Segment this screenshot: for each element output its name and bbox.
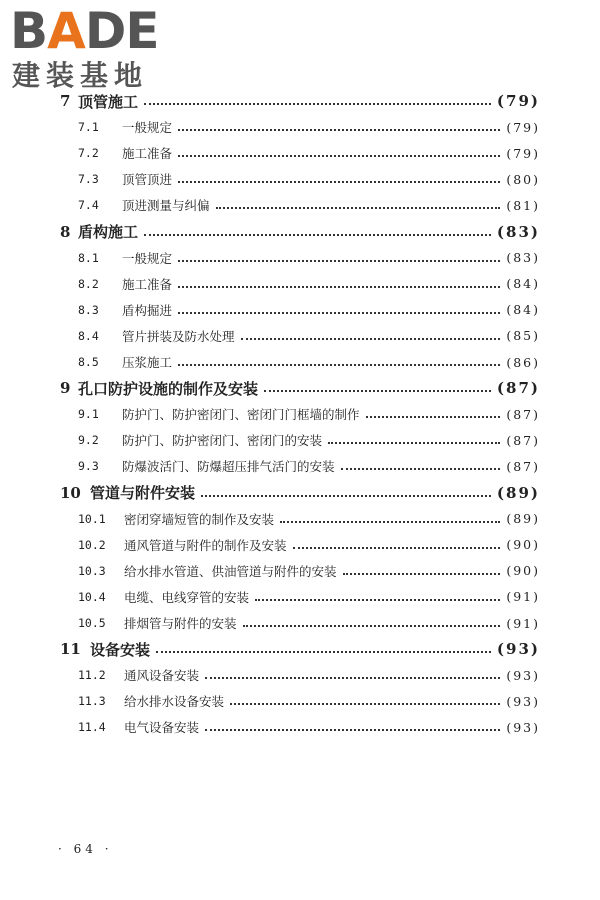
toc-entry-page: (91) bbox=[506, 589, 540, 605]
toc-section-entry bbox=[78, 194, 540, 216]
logo-letters-de: DE bbox=[84, 2, 159, 60]
toc-entry-number: 9.2 bbox=[78, 433, 99, 448]
toc-section-entry bbox=[78, 429, 540, 451]
toc-leader-dots bbox=[230, 703, 500, 705]
toc-chapter-entry bbox=[60, 638, 540, 660]
toc-entry-page: (90) bbox=[506, 563, 540, 579]
bade-logo bbox=[8, 2, 178, 94]
toc-leader-dots bbox=[178, 364, 500, 366]
toc-entry-title: 电缆、电线穿管的安装 bbox=[124, 589, 250, 605]
toc-section-entry bbox=[78, 351, 540, 373]
toc-section-entry bbox=[78, 299, 540, 321]
toc-entry-title: 给水排水管道、供油管道与附件的安装 bbox=[124, 563, 337, 579]
toc-entry-title: 防护门、防护密闭门、密闭门的安装 bbox=[122, 433, 323, 449]
toc-entry-page: (83) bbox=[496, 222, 540, 241]
toc-entry-number: 8.2 bbox=[78, 276, 99, 291]
toc-entry-page: (81) bbox=[506, 197, 540, 213]
toc-section-entry bbox=[78, 508, 540, 530]
toc-entry-page: (83) bbox=[506, 250, 540, 266]
toc-section-entry bbox=[78, 247, 540, 269]
logo-letter-a: A bbox=[47, 2, 85, 60]
toc-entry-page: (80) bbox=[506, 171, 540, 187]
toc-section-entry bbox=[78, 664, 540, 686]
toc-entry-page: (87) bbox=[506, 432, 540, 448]
toc-leader-dots bbox=[343, 573, 501, 575]
toc-leader-dots bbox=[205, 729, 500, 731]
toc-entry-page: (84) bbox=[506, 276, 540, 292]
toc-leader-dots bbox=[201, 495, 491, 497]
toc-entry-number: 11.2 bbox=[78, 668, 106, 683]
toc-leader-dots bbox=[205, 677, 500, 679]
toc-leader-dots bbox=[280, 521, 500, 523]
toc-entry-number: 10.5 bbox=[78, 616, 106, 630]
toc-entry-number: 7.2 bbox=[78, 146, 99, 161]
toc-section-entry bbox=[78, 534, 540, 556]
toc-entry-title: 盾构施工 bbox=[78, 223, 139, 241]
toc-entry-number: 11 bbox=[60, 640, 81, 659]
toc-leader-dots bbox=[328, 442, 500, 444]
toc-leader-dots bbox=[243, 625, 501, 627]
toc-leader-dots bbox=[144, 234, 491, 236]
toc-entry-title: 管片拼装及防水处理 bbox=[122, 328, 235, 344]
toc-entry-page: (93) bbox=[506, 719, 540, 735]
toc-entry-title: 排烟管与附件的安装 bbox=[124, 616, 237, 631]
toc-entry-title: 顶管施工 bbox=[78, 92, 139, 111]
toc-entry-number: 11.3 bbox=[78, 694, 106, 709]
toc-leader-dots bbox=[341, 468, 501, 470]
toc-leader-dots bbox=[178, 129, 500, 131]
toc-leader-dots bbox=[178, 286, 500, 288]
toc-entry-title: 密闭穿墙短管的制作及安装 bbox=[124, 511, 275, 527]
toc-leader-dots bbox=[241, 338, 501, 340]
toc-entry-page: (87) bbox=[506, 458, 540, 474]
toc-entry-page: (87) bbox=[506, 406, 540, 422]
toc-entry-number: 8.3 bbox=[78, 302, 99, 317]
toc-entry-number: 10 bbox=[60, 483, 81, 502]
toc-entry-number: 10.4 bbox=[78, 589, 106, 604]
toc-section-entry bbox=[78, 168, 540, 190]
toc-entry-number: 10.1 bbox=[78, 511, 106, 526]
toc-entry-title: 通风设备安装 bbox=[124, 668, 200, 684]
logo-wordmark bbox=[10, 2, 159, 60]
toc-leader-dots bbox=[178, 155, 500, 157]
toc-entry-page: (87) bbox=[496, 379, 540, 398]
toc-leader-dots bbox=[255, 599, 500, 601]
toc-entry-page: (89) bbox=[496, 483, 540, 502]
toc-section-entry bbox=[78, 142, 540, 164]
toc-entry-page: (79) bbox=[496, 92, 540, 110]
toc-entry-number: 10.2 bbox=[78, 537, 106, 552]
toc-entry-title: 压浆施工 bbox=[122, 355, 173, 370]
toc-leader-dots bbox=[144, 103, 491, 105]
toc-entry-page: (90) bbox=[506, 537, 540, 553]
toc-entry-number: 9.3 bbox=[78, 459, 99, 474]
toc-entry-page: (84) bbox=[506, 302, 540, 318]
toc-section-entry bbox=[78, 690, 540, 712]
toc-entry-number: 8 bbox=[60, 222, 71, 241]
toc-section-entry bbox=[78, 560, 540, 582]
toc-entry-page: (93) bbox=[506, 693, 540, 709]
toc-section-entry bbox=[78, 612, 540, 634]
toc-entry-title: 顶管顶进 bbox=[122, 172, 173, 188]
toc-entry-page: (79) bbox=[506, 119, 540, 135]
toc-entry-page: (86) bbox=[506, 354, 540, 370]
toc-entry-title: 一般规定 bbox=[122, 250, 173, 266]
toc-entry-number: 10.3 bbox=[78, 563, 106, 578]
toc-entry-page: (93) bbox=[496, 640, 540, 659]
toc-leader-dots bbox=[178, 181, 500, 183]
toc-entry-title: 施工准备 bbox=[122, 146, 173, 162]
toc-entry-title: 一般规定 bbox=[122, 120, 173, 136]
logo-letter-b: B bbox=[10, 2, 48, 60]
toc-entry-number: 7.4 bbox=[78, 198, 99, 213]
toc-chapter-entry bbox=[60, 90, 540, 112]
toc-leader-dots bbox=[216, 207, 501, 209]
toc-chapter-entry bbox=[60, 482, 540, 504]
toc-entry-number: 9 bbox=[60, 379, 71, 398]
toc-leader-dots bbox=[178, 312, 500, 314]
toc-section-entry bbox=[78, 716, 540, 738]
logo-subtitle: 建装基地 bbox=[12, 59, 149, 92]
toc-leader-dots bbox=[366, 416, 501, 418]
toc-entry-page: (79) bbox=[506, 145, 540, 161]
toc-entry-page: (91) bbox=[506, 615, 540, 631]
toc-entry-title: 给水排水设备安装 bbox=[124, 694, 225, 710]
toc-entry-number: 8.4 bbox=[78, 328, 99, 343]
toc-entry-title: 防护门、防护密闭门、密闭门门框墙的制作 bbox=[122, 407, 360, 423]
toc-section-entry bbox=[78, 273, 540, 295]
page-number: · 64 · bbox=[58, 842, 113, 856]
toc-entry-number: 9.1 bbox=[78, 407, 99, 422]
toc-entry-page: (89) bbox=[506, 511, 540, 527]
toc-entry-number: 7.1 bbox=[78, 120, 99, 135]
toc-section-entry bbox=[78, 116, 540, 138]
toc-entry-number: 8.1 bbox=[78, 250, 99, 265]
toc-entry-page: (85) bbox=[506, 328, 540, 344]
toc-entry-number: 7.3 bbox=[78, 172, 99, 187]
toc-leader-dots bbox=[264, 390, 491, 392]
toc-leader-dots bbox=[178, 260, 500, 262]
toc-entry-title: 盾构掘进 bbox=[122, 302, 173, 318]
toc-section-entry bbox=[78, 325, 540, 347]
toc-section-entry bbox=[78, 403, 540, 425]
toc-chapter-entry bbox=[60, 221, 540, 243]
toc-entry-title: 设备安装 bbox=[90, 640, 151, 659]
toc-entry-title: 通风管道与附件的制作及安装 bbox=[124, 537, 287, 553]
toc-section-entry bbox=[78, 586, 540, 608]
toc-entry-title: 管道与附件安装 bbox=[90, 484, 196, 502]
toc-entry-title: 防爆波活门、防爆超压排气活门的安装 bbox=[122, 459, 335, 475]
toc-leader-dots bbox=[293, 547, 501, 549]
toc-entry-title: 电气设备安装 bbox=[124, 720, 200, 736]
toc-entry-number: 7 bbox=[60, 92, 71, 110]
toc-entry-number: 8.5 bbox=[78, 355, 99, 369]
toc-entry-page: (93) bbox=[506, 667, 540, 683]
toc-entry-number: 11.4 bbox=[78, 720, 106, 735]
toc-chapter-entry bbox=[60, 377, 540, 399]
toc-leader-dots bbox=[156, 651, 491, 653]
toc-section-entry bbox=[78, 455, 540, 477]
toc-entry-title: 孔口防护设施的制作及安装 bbox=[78, 379, 259, 398]
toc-entry-title: 顶进测量与纠偏 bbox=[122, 198, 210, 214]
toc-entry-title: 施工准备 bbox=[122, 276, 173, 292]
